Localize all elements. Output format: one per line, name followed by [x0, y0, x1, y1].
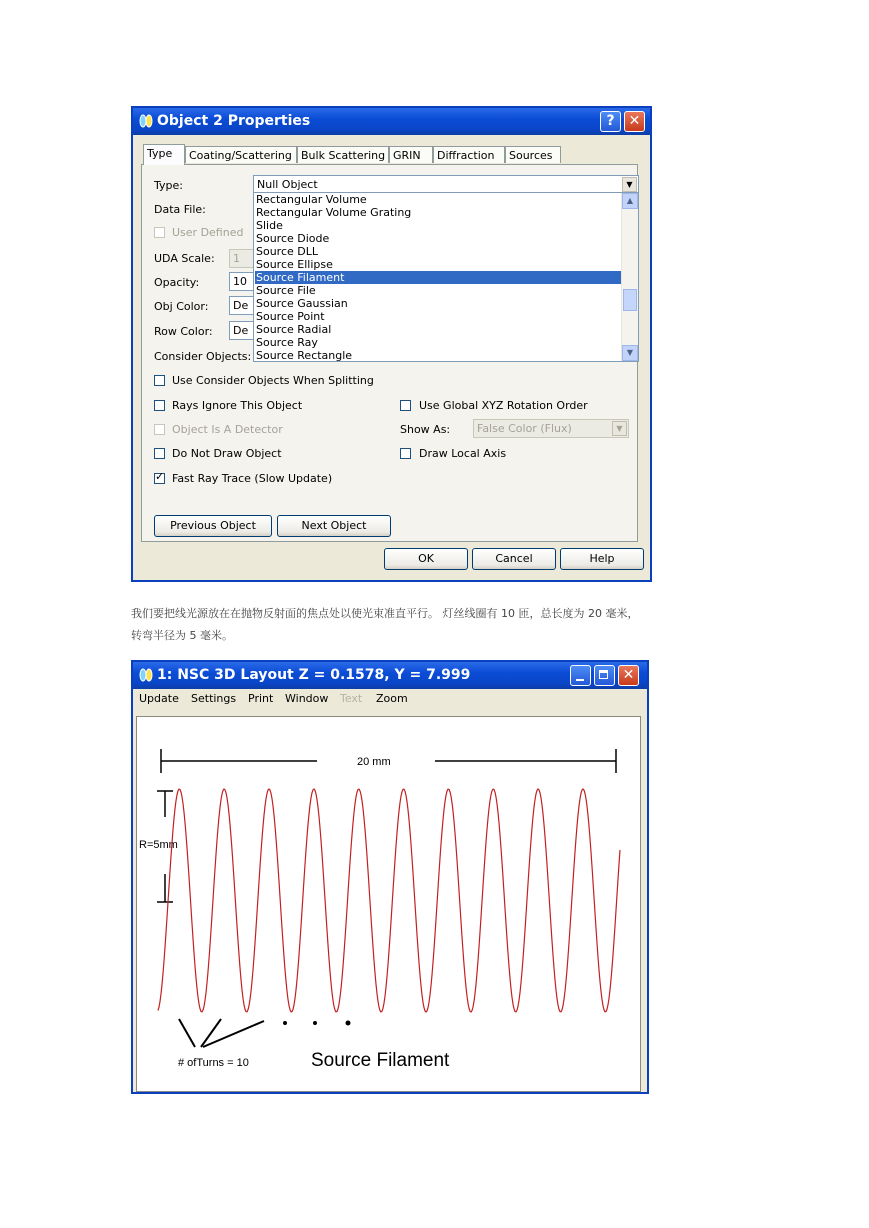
list-item[interactable]: Source DLL — [256, 245, 319, 258]
menu-update[interactable]: Update — [139, 692, 179, 705]
consider-objects-label: Consider Objects: — [154, 350, 252, 363]
help-button[interactable]: Help — [560, 548, 644, 570]
menu-zoom[interactable]: Zoom — [376, 692, 408, 705]
fast-ray-trace-label: Fast Ray Trace (Slow Update) — [172, 472, 333, 485]
use-global-xyz-checkbox[interactable] — [400, 400, 411, 411]
layout-title-bar[interactable] — [133, 662, 647, 689]
user-defined-checkbox — [154, 227, 165, 238]
list-item[interactable]: Source File — [256, 284, 316, 297]
rays-ignore-label: Rays Ignore This Object — [172, 399, 303, 412]
caption-line-1: 我们要把线光源放在在抛物反射面的焦点处以使光束准直平行。 灯丝线圈有 10 匝，总长度为 20 毫米， — [131, 607, 639, 620]
close-button[interactable]: ✕ — [624, 111, 645, 132]
ellipsis-dot — [283, 1021, 287, 1025]
list-item[interactable]: Source Rectangle — [256, 349, 353, 362]
layout-drawing — [137, 717, 640, 1091]
caption-text — [131, 603, 751, 647]
maximize-icon[interactable] — [594, 665, 615, 686]
chevron-down-icon: ▼ — [612, 421, 627, 436]
dialog-title-bar[interactable] — [133, 108, 650, 135]
tab-sources[interactable]: Sources — [505, 146, 561, 163]
tab-bulk-scattering[interactable]: Bulk Scattering — [297, 146, 389, 163]
next-object-button[interactable]: Next Object — [277, 515, 391, 537]
draw-local-axis-checkbox[interactable] — [400, 448, 411, 459]
length-annotation: 20 mm — [357, 756, 391, 768]
chevron-down-icon[interactable]: ▼ — [622, 177, 637, 192]
uda-scale-field: 1 — [229, 249, 257, 268]
app-icon — [138, 113, 154, 129]
type-dropdown-value: Null Object — [257, 178, 318, 191]
nsc-layout-window — [131, 660, 649, 1094]
tab-diffraction[interactable]: Diffraction — [433, 146, 505, 163]
use-consider-checkbox[interactable] — [154, 375, 165, 386]
object-properties-dialog — [131, 106, 652, 582]
row-color-label: Row Color: — [154, 325, 213, 338]
user-defined-label: User Defined — [172, 226, 244, 239]
filament-coil-curve — [158, 789, 620, 1012]
menu-print[interactable]: Print — [248, 692, 274, 705]
use-consider-label: Use Consider Objects When Splitting — [172, 374, 374, 387]
previous-object-button[interactable]: Previous Object — [154, 515, 272, 537]
list-item[interactable]: Source Radial — [256, 323, 332, 336]
list-scrollbar[interactable] — [621, 193, 638, 361]
use-global-xyz-label: Use Global XYZ Rotation Order — [419, 399, 588, 412]
rays-ignore-checkbox[interactable] — [154, 400, 165, 411]
cancel-button[interactable]: Cancel — [472, 548, 556, 570]
fast-ray-trace-checkbox[interactable] — [154, 470, 165, 484]
list-item[interactable]: Source Ray — [256, 336, 318, 349]
ok-button[interactable]: OK — [384, 548, 468, 570]
app-icon — [138, 667, 154, 683]
obj-color-dropdown[interactable]: De — [229, 296, 257, 315]
data-file-label: Data File: — [154, 203, 206, 216]
checkmark-icon: ✓ — [155, 470, 165, 483]
list-item[interactable]: Rectangular Volume Grating — [256, 206, 412, 219]
dialog-title: Object 2 Properties — [157, 113, 311, 129]
tab-coating-scattering[interactable]: Coating/Scattering — [185, 146, 297, 163]
turns-pointer-line — [203, 1021, 264, 1047]
figure-label: Source Filament — [311, 1050, 450, 1071]
layout-canvas[interactable] — [136, 716, 641, 1092]
scroll-down-icon[interactable]: ▼ — [622, 345, 638, 361]
list-item[interactable]: Source Diode — [256, 232, 330, 245]
ellipsis-dot — [313, 1021, 317, 1025]
tab-type[interactable]: Type — [143, 144, 185, 165]
list-item[interactable]: Source Ellipse — [256, 258, 333, 271]
list-item[interactable]: Slide — [256, 219, 283, 232]
minimize-icon[interactable] — [570, 665, 591, 686]
obj-color-label: Obj Color: — [154, 300, 209, 313]
ellipsis-dot — [346, 1021, 351, 1026]
list-item[interactable]: Rectangular Volume — [256, 193, 367, 206]
type-dropdown-list[interactable] — [253, 192, 639, 362]
layout-menu-bar — [133, 689, 647, 709]
do-not-draw-checkbox[interactable] — [154, 448, 165, 459]
tab-grin[interactable]: GRIN — [389, 146, 433, 163]
close-icon[interactable]: ✕ — [618, 665, 639, 686]
list-item-selected[interactable]: Source Filament — [255, 271, 623, 284]
list-item[interactable]: Source Gaussian — [256, 297, 348, 310]
menu-text: Text — [340, 692, 363, 705]
scroll-thumb[interactable] — [623, 289, 637, 311]
uda-scale-label: UDA Scale: — [154, 252, 215, 265]
layout-title: 1: NSC 3D Layout Z = 0.1578, Y = 7.999 — [157, 667, 471, 683]
type-tab-panel — [141, 164, 638, 542]
turns-annotation: # ofTurns = 10 — [178, 1057, 249, 1069]
opacity-label: Opacity: — [154, 276, 200, 289]
show-as-label: Show As: — [400, 423, 451, 436]
object-is-detector-label: Object Is A Detector — [172, 423, 283, 436]
menu-window[interactable]: Window — [285, 692, 329, 705]
draw-local-axis-label: Draw Local Axis — [419, 447, 507, 460]
type-label: Type: — [154, 179, 183, 192]
row-color-dropdown[interactable]: De — [229, 321, 257, 340]
do-not-draw-label: Do Not Draw Object — [172, 447, 282, 460]
object-is-detector-checkbox — [154, 424, 165, 435]
menu-settings[interactable]: Settings — [191, 692, 237, 705]
list-item[interactable]: Source Point — [256, 310, 325, 323]
radius-annotation: R=5mm — [139, 839, 178, 851]
caption-line-2: 转弯半径为 5 毫米。 — [131, 629, 233, 642]
scroll-up-icon[interactable]: ▲ — [622, 193, 638, 209]
help-title-button[interactable]: ? — [600, 111, 621, 132]
opacity-field[interactable]: 10 — [229, 272, 257, 291]
show-as-dropdown: False Color (Flux) ▼ — [473, 419, 629, 438]
turns-pointer-line — [179, 1019, 195, 1047]
